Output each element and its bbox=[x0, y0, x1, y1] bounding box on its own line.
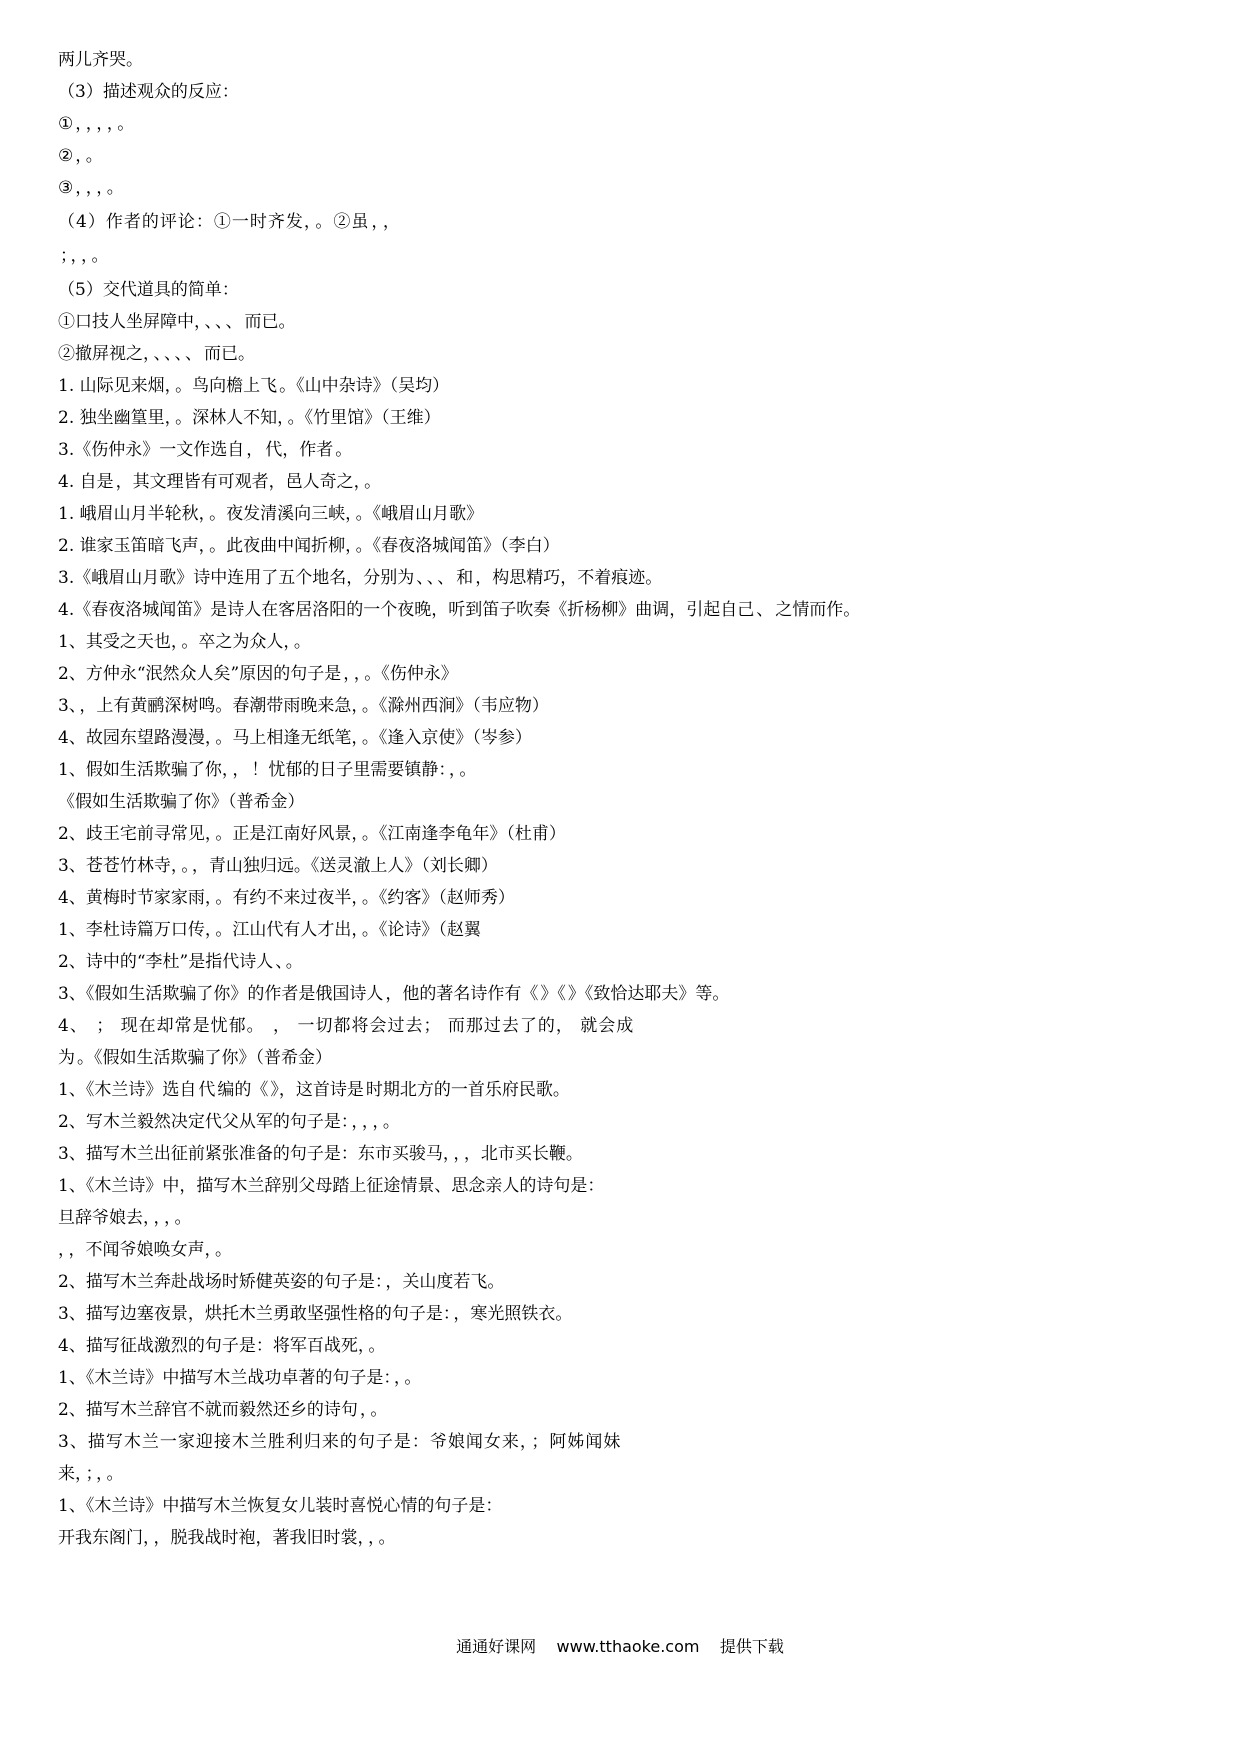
line-text: 。《逢入京使》（岑参） bbox=[361, 728, 532, 748]
line-text: 2、方仲永“泯然众人矣”原因的句子是 bbox=[58, 664, 342, 684]
line-text: ， bbox=[351, 1112, 360, 1132]
line-text: 。 bbox=[215, 1240, 232, 1260]
line-text: 3.《峨眉山月歌》诗中连用了五个地名，分别为 bbox=[58, 568, 415, 588]
worksheet-line bbox=[58, 599, 1193, 621]
line-text: 2、描写木兰奔赴战场时矫健英姿的句子是： bbox=[58, 1272, 384, 1292]
line-text: ； bbox=[60, 246, 69, 266]
line-text: ， bbox=[361, 1112, 371, 1132]
worksheet-line bbox=[58, 535, 1193, 557]
line-text: 为 bbox=[58, 1048, 75, 1068]
worksheet-line bbox=[58, 1335, 1193, 1357]
line-text: 、 bbox=[204, 312, 213, 332]
worksheet-line bbox=[58, 1143, 1193, 1165]
line-text: ①口技人坐屏障中， bbox=[58, 312, 203, 332]
line-text: 3、描写木兰出征前紧张准备的句子是：东市买骏马， bbox=[58, 1144, 452, 1164]
worksheet-line bbox=[58, 245, 1193, 267]
line-text: 。《峨眉山月歌》 bbox=[355, 504, 484, 524]
line-text: 。 bbox=[404, 1368, 422, 1388]
line-text: ， bbox=[75, 146, 84, 166]
line-text: 。《约客》（赵师秀） bbox=[361, 888, 515, 908]
line-text: 、 bbox=[416, 568, 425, 588]
line-text: 2、写木兰毅然决定代父从军的句子是： bbox=[58, 1112, 350, 1132]
line-text: ， bbox=[96, 1464, 105, 1484]
line-text: 2、描写木兰辞官不就而毅然还乡的诗句 bbox=[58, 1400, 358, 1420]
line-text: 4、 bbox=[58, 1016, 95, 1036]
footer-note: 提供下载 bbox=[719, 1637, 784, 1656]
line-text: 3、《假如生活欺骗了你》的作者是俄国诗人 bbox=[58, 984, 384, 1004]
line-text: ② bbox=[58, 146, 74, 166]
worksheet-line bbox=[58, 759, 1193, 781]
line-text: 4、故园东望路漫漫， bbox=[58, 728, 214, 748]
line-text: ， bbox=[58, 1240, 67, 1260]
line-text: 和 bbox=[456, 568, 474, 588]
line-text: ； bbox=[85, 1464, 94, 1484]
line-text: ，其文理皆有可观者，邑人奇之， bbox=[115, 472, 363, 492]
line-text: ， bbox=[453, 1144, 462, 1164]
line-text: 、 bbox=[275, 952, 284, 972]
worksheet-line bbox=[58, 1079, 1193, 1101]
line-text: 》《致恰达耶夫》等。 bbox=[567, 984, 730, 1004]
line-text: 3、描写木兰一家迎接木兰胜利归来的句子是：爷娘闻女来， bbox=[58, 1432, 530, 1452]
line-text: （3）描述观众的反应： bbox=[58, 82, 239, 102]
line-text: 、 bbox=[185, 344, 202, 364]
line-text: 4. 自是 bbox=[58, 472, 114, 492]
line-text: 。《山中杂诗》（吴均） bbox=[279, 376, 450, 396]
worksheet-line bbox=[58, 407, 1193, 429]
line-text: 。 bbox=[459, 760, 477, 780]
line-text: 、 bbox=[756, 600, 774, 620]
line-text: ， bbox=[359, 1400, 369, 1420]
line-text: 3、描写边塞夜景，烘托木兰勇敢坚强性格的句子是： bbox=[58, 1304, 452, 1324]
line-text: 。《滁州西涧》（韦应物） bbox=[361, 696, 549, 716]
line-text: 4、黄梅时节家家雨， bbox=[58, 888, 214, 908]
line-text: 。夜发清溪向三峡， bbox=[209, 504, 354, 524]
worksheet-line bbox=[58, 1175, 1193, 1197]
line-text: 两儿齐哭。 bbox=[58, 50, 143, 70]
line-text: 旦辞爷娘去， bbox=[58, 1208, 152, 1228]
line-text: ；阿姊闻妹 bbox=[531, 1432, 622, 1452]
worksheet-line bbox=[58, 145, 1193, 167]
line-text: ， bbox=[246, 440, 264, 460]
worksheet-line bbox=[58, 823, 1193, 845]
line-text: 、 bbox=[225, 312, 243, 332]
line-text: 4、描写征战激烈的句子是：将军百战死， bbox=[58, 1336, 367, 1356]
line-text: 。 bbox=[106, 178, 124, 198]
line-text: 。②虽 bbox=[315, 212, 370, 232]
worksheet-line bbox=[58, 211, 1193, 233]
worksheet-line bbox=[58, 1047, 1193, 1069]
line-text: 代，作者 bbox=[265, 440, 334, 460]
footer-url-link[interactable]: www.tthaoke.com bbox=[556, 1637, 700, 1656]
line-text: 。《伤仲永》 bbox=[364, 664, 458, 684]
worksheet-line bbox=[58, 1431, 1193, 1453]
footer-site-name: 通通好课网 bbox=[456, 1637, 537, 1656]
worksheet-line bbox=[58, 439, 1193, 461]
worksheet-line bbox=[58, 1463, 1193, 1485]
worksheet-line bbox=[58, 887, 1193, 909]
line-text: 2. 独坐幽篁里， bbox=[58, 408, 174, 428]
worksheet-line bbox=[58, 1399, 1193, 1421]
line-text: 、 bbox=[174, 344, 183, 364]
line-text: 。《论诗》（赵翼 bbox=[361, 920, 481, 940]
line-text: ， bbox=[106, 114, 116, 134]
worksheet-line bbox=[58, 1527, 1193, 1549]
line-text: 、 bbox=[164, 344, 173, 364]
line-text: 编的《 bbox=[217, 1080, 269, 1100]
line-text: ， bbox=[96, 114, 105, 134]
line-text: 开我东阁门， bbox=[58, 1528, 152, 1548]
line-text: 。 bbox=[285, 952, 303, 972]
line-text: 。《春夜洛城闻笛》（李白） bbox=[355, 536, 560, 556]
line-text: ， bbox=[85, 178, 95, 198]
worksheet-line bbox=[58, 663, 1193, 685]
line-text: 1、李杜诗篇万口传， bbox=[58, 920, 214, 940]
line-text: ！忧郁的日子里需要镇静： bbox=[251, 760, 447, 780]
line-text: 、 bbox=[153, 344, 162, 364]
line-text: ， bbox=[371, 212, 381, 232]
line-text: 》《 bbox=[540, 984, 566, 1004]
worksheet-line bbox=[58, 471, 1193, 493]
worksheet-line bbox=[58, 567, 1193, 589]
line-text: ， bbox=[232, 760, 250, 780]
line-text: ， bbox=[372, 1112, 381, 1132]
worksheet-line bbox=[58, 1367, 1193, 1389]
line-text: ， bbox=[81, 246, 90, 266]
worksheet-line bbox=[58, 343, 1193, 365]
line-text: 1. 山际见来烟， bbox=[58, 376, 174, 396]
line-text: ； 现在却常是忧郁。 bbox=[96, 1016, 272, 1036]
line-text: 2、诗中的“李杜”是指代诗人 bbox=[58, 952, 274, 972]
worksheet-line bbox=[58, 503, 1193, 525]
worksheet-line bbox=[58, 1111, 1193, 1133]
line-text: 1、《木兰诗》中描写木兰恢复女儿装时喜悦心情的句子是： bbox=[58, 1496, 503, 1516]
line-text: 。有约不来过夜半， bbox=[215, 888, 360, 908]
worksheet-line bbox=[58, 81, 1193, 103]
line-text: 1、其受之天也， bbox=[58, 632, 180, 652]
line-text: 。鸟向檐上飞 bbox=[175, 376, 278, 396]
line-text: ， bbox=[393, 1368, 403, 1388]
line-text: 。 bbox=[117, 114, 135, 134]
line-text: 4.《春夜洛城闻笛》是诗人在客居洛阳的一个夜晚，听到笛子吹奏《折杨柳》曲调，引起自己 bbox=[58, 600, 755, 620]
line-text: 1、假如生活欺骗了你， bbox=[58, 760, 231, 780]
line-text: ， bbox=[75, 114, 84, 134]
line-text: 1. 峨眉山月半轮秋， bbox=[58, 504, 208, 524]
line-text: 《假如生活欺骗了你》（普希金） bbox=[58, 792, 305, 812]
line-text: ， bbox=[164, 1208, 173, 1228]
line-text: 1、《木兰诗》中描写木兰战功卓著的句子是： bbox=[58, 1368, 392, 1388]
line-text: 而已。 bbox=[244, 312, 296, 332]
worksheet-line bbox=[58, 1015, 1193, 1037]
worksheet-line bbox=[58, 855, 1193, 877]
line-text: 。卒之为众人， bbox=[181, 632, 292, 652]
line-text: 、 bbox=[215, 312, 224, 332]
line-text: 而已。 bbox=[204, 344, 255, 364]
worksheet-line bbox=[58, 1207, 1193, 1229]
line-text: 。此夜曲中闻折柳， bbox=[209, 536, 354, 556]
line-text: ，他的著名诗作有《 bbox=[385, 984, 539, 1004]
worksheet-line bbox=[58, 951, 1193, 973]
worksheet-line bbox=[58, 791, 1193, 813]
line-text: ， bbox=[382, 212, 401, 232]
line-text: 。 bbox=[174, 1208, 192, 1228]
line-text: 。《江南逢李龟年》（杜甫） bbox=[361, 824, 566, 844]
line-text: ① bbox=[58, 114, 74, 134]
line-text: 。 bbox=[91, 246, 109, 266]
line-text: 。 bbox=[378, 1528, 396, 1548]
line-text: 时期北方的一首乐府民歌。 bbox=[365, 1080, 570, 1100]
line-text: ，寒光照铁衣。 bbox=[453, 1304, 573, 1324]
line-text: 。 bbox=[368, 1336, 386, 1356]
worksheet-line bbox=[58, 1271, 1193, 1293]
line-text: 来， bbox=[58, 1464, 84, 1484]
line-text: 1、《木兰诗》中，描写木兰辞别父母踏上征途情景、思念亲人的诗句是： bbox=[58, 1176, 605, 1196]
line-text: ， 一切都将会过去； 而那过去了的， 就会成 bbox=[273, 1016, 635, 1036]
line-text: 3、苍苍竹林寺， bbox=[58, 856, 180, 876]
worksheet-line bbox=[58, 49, 1193, 71]
line-text: 。 bbox=[335, 440, 353, 460]
line-text: 》，这首诗是 bbox=[270, 1080, 364, 1100]
worksheet-line bbox=[58, 177, 1193, 199]
line-text: 、 bbox=[426, 568, 436, 588]
worksheet-line bbox=[58, 1239, 1193, 1261]
line-text: 。 bbox=[181, 856, 190, 876]
line-text: 之情而作。 bbox=[775, 600, 861, 620]
line-text: 1、《木兰诗》选自 bbox=[58, 1080, 197, 1100]
line-text: 。马上相逢无纸笔， bbox=[215, 728, 360, 748]
worksheet-line bbox=[58, 113, 1193, 135]
worksheet-line bbox=[58, 375, 1193, 397]
line-text: 。 bbox=[85, 146, 103, 166]
line-text: ，上有黄鹂深树鸣。春潮带雨晚来急， bbox=[79, 696, 360, 716]
worksheet-line bbox=[58, 727, 1193, 749]
line-text: ， bbox=[353, 664, 363, 684]
line-text: ， bbox=[85, 114, 95, 134]
worksheet-line bbox=[58, 695, 1193, 717]
line-text: ，不闻爷娘唤女声， bbox=[68, 1240, 213, 1260]
line-text: ③ bbox=[58, 178, 74, 198]
worksheet-line bbox=[58, 631, 1193, 653]
line-text: 。 bbox=[364, 472, 382, 492]
worksheet-line bbox=[58, 919, 1193, 941]
line-text: ，脱我战时袍，著我旧时裳， bbox=[153, 1528, 366, 1548]
line-text: ， bbox=[153, 1208, 162, 1228]
line-text: ， bbox=[75, 178, 84, 198]
line-text: ， bbox=[96, 178, 105, 198]
line-text: ， bbox=[368, 1528, 377, 1548]
line-text: 代 bbox=[198, 1080, 216, 1100]
line-text: 。《假如生活欺骗了你》（普希金） bbox=[77, 1048, 332, 1068]
line-text: 3.《伤仲永》一文作选自 bbox=[58, 440, 245, 460]
line-text: 。 bbox=[293, 632, 311, 652]
line-text: 3、 bbox=[58, 696, 78, 716]
line-text: 。 bbox=[382, 1112, 400, 1132]
line-text: ， bbox=[70, 246, 79, 266]
line-text: 。《竹里馆》（王维） bbox=[287, 408, 441, 428]
line-text: 。 bbox=[370, 1400, 388, 1420]
line-text: 。江山代有人才出， bbox=[215, 920, 360, 940]
line-text: （5）交代道具的简单： bbox=[58, 280, 239, 300]
worksheet-line bbox=[58, 983, 1193, 1005]
line-text: ， bbox=[448, 760, 458, 780]
line-text: ，北市买长鞭。 bbox=[463, 1144, 583, 1164]
line-text: （4）作者的评论：①一时齐发， bbox=[58, 212, 314, 232]
line-text: 。正是江南好风景， bbox=[215, 824, 360, 844]
line-text: 。 bbox=[106, 1464, 124, 1484]
line-text: ， bbox=[343, 664, 352, 684]
line-text: ②撤屏视之， bbox=[58, 344, 152, 364]
worksheet-line bbox=[58, 279, 1193, 301]
worksheet-line bbox=[58, 311, 1193, 333]
line-text: 。深林人不知， bbox=[175, 408, 286, 428]
worksheet-line bbox=[58, 1495, 1193, 1517]
page-footer bbox=[0, 1634, 1240, 1657]
line-text: 、 bbox=[437, 568, 455, 588]
line-text: ，关山度若飞。 bbox=[385, 1272, 505, 1292]
line-text: 2. 谁家玉笛暗飞声， bbox=[58, 536, 208, 556]
line-text: ，青山独归远。《送灵澈上人》（刘长卿） bbox=[191, 856, 498, 876]
line-text: 2、歧王宅前寻常见， bbox=[58, 824, 214, 844]
line-text: ，构思精巧，不着痕迹。 bbox=[475, 568, 663, 588]
worksheet-line bbox=[58, 1303, 1193, 1325]
